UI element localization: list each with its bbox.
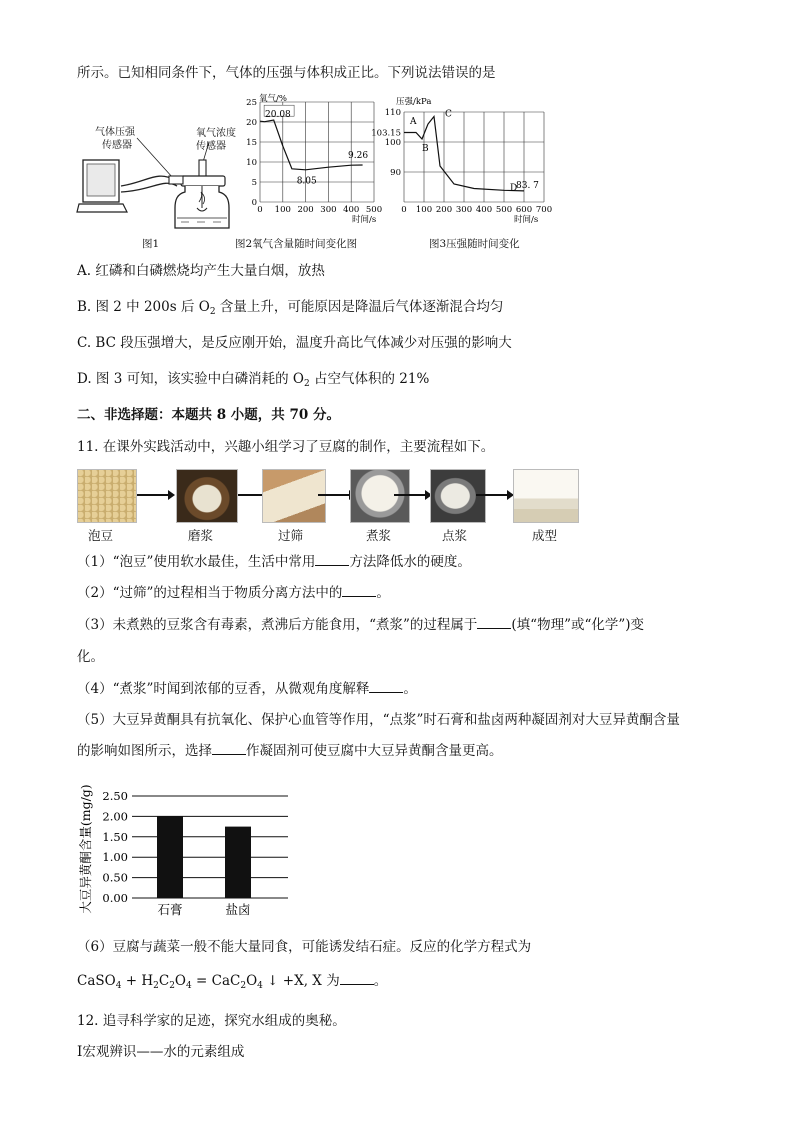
x-tick-label: 500 bbox=[495, 205, 513, 215]
y-tick-label: 90 bbox=[390, 168, 401, 178]
step-label-1: 泡豆 bbox=[88, 528, 114, 543]
y-tick-label: 25 bbox=[246, 98, 257, 108]
answer-blank-2[interactable] bbox=[342, 584, 376, 597]
annotation-end: 9.26 bbox=[348, 151, 369, 161]
x-axis-label: 时间/s bbox=[514, 215, 539, 225]
q11-part3-cont: 化。 bbox=[77, 649, 104, 665]
stopper bbox=[181, 176, 225, 186]
pressure-sensor-label-2: 传感器 bbox=[102, 140, 132, 151]
x-axis-label: 时间/s bbox=[352, 215, 377, 225]
figure-2-caption: 图2氧气含量随时间变化图 bbox=[235, 238, 358, 250]
category-label: 盐卤 bbox=[225, 902, 251, 917]
x-tick-label: 200 bbox=[297, 205, 314, 215]
x-tick-label: 400 bbox=[343, 205, 360, 215]
photo-boil bbox=[350, 469, 410, 523]
point-label-c: C bbox=[445, 109, 452, 120]
x-tick-label: 100 bbox=[274, 205, 291, 215]
y-tick-label: 100 bbox=[384, 138, 401, 148]
arrow-4 bbox=[394, 494, 430, 496]
annotation-max: 20.08 bbox=[265, 110, 291, 121]
step-label-3: 过筛 bbox=[278, 528, 304, 543]
x-tick-label: 600 bbox=[515, 205, 533, 215]
option-d: D. 图 3 可知，该实验中白磷消耗的 $O_2$ 占空气体积的 21% bbox=[77, 371, 430, 389]
bar-1 bbox=[157, 816, 183, 898]
x-tick-label: 0 bbox=[401, 205, 407, 215]
q11-part1: （1）“泡豆”使用软水最佳，生活中常用 方法降低水的硬度。 bbox=[77, 554, 471, 570]
arrow-5 bbox=[476, 494, 512, 496]
arrow-3 bbox=[318, 494, 354, 496]
figure-1-caption: 图1 bbox=[142, 238, 160, 250]
y-tick-label: 0.00 bbox=[102, 891, 128, 905]
x-tick-label: 200 bbox=[435, 205, 453, 215]
x-tick-label: 300 bbox=[320, 205, 337, 215]
q12-stem: 12. 追寻科学家的足迹，探究水组成的奥秘。 bbox=[77, 1013, 346, 1029]
point-label-a: A bbox=[410, 117, 417, 127]
y-tick-label: 20 bbox=[246, 118, 257, 128]
photo-coagulate bbox=[430, 469, 486, 523]
step-label-5: 点浆 bbox=[442, 528, 468, 543]
x-tick-label: 300 bbox=[455, 205, 473, 215]
q11-part6: （6）豆腐与蔬菜一般不能大量同食，可能诱发结石症。反应的化学方程式为 bbox=[77, 939, 532, 955]
x-tick-label: 100 bbox=[415, 205, 433, 215]
y-tick-label: 1.00 bbox=[102, 850, 128, 865]
answer-blank-5[interactable] bbox=[212, 742, 246, 755]
q11-part3: （3）未煮熟的豆浆含有毒素，煮沸后方能食用，“煮浆”的过程属于 (填“物理”或“化学”)变 bbox=[77, 617, 645, 633]
y-axis-label: 大豆异黄酮含量(mg/g) bbox=[78, 784, 93, 914]
figure-3-caption: 图3压强随时间变化 bbox=[429, 238, 520, 250]
oxygen-line bbox=[260, 120, 363, 170]
y-tick-label: 0 bbox=[251, 198, 257, 208]
option-b: B. 图 2 中 200s 后 $O_2$ 含量上升，可能原因是降温后气体逐渐混合均匀 bbox=[77, 299, 504, 317]
x-tick-label: 400 bbox=[475, 205, 493, 215]
y-axis-label: 氧气/% bbox=[259, 94, 287, 104]
pressure-chart bbox=[371, 92, 554, 225]
y-extra-tick-label: 103.15 bbox=[371, 128, 401, 139]
y-tick-label: 5 bbox=[251, 178, 257, 188]
chemical-equation: CaSO$_4$ + $H_2C_2O_4 = CaC_2O_4$ ↓ +X, X 为 。 bbox=[77, 973, 388, 991]
y-tick-label: 2.50 bbox=[102, 789, 128, 803]
photo-form bbox=[513, 469, 579, 523]
answer-blank-4[interactable] bbox=[369, 680, 403, 693]
pressure-sensor-label-1: 气体压强 bbox=[95, 127, 135, 138]
x-tick-label: 500 bbox=[365, 205, 383, 215]
annotation-end: 83. 7 bbox=[516, 181, 539, 192]
q11-part5-line2: 的影响如图所示，选择 作凝固剂可使豆腐中大豆异黄酮含量更高。 bbox=[77, 743, 503, 759]
option-c: C. BC 段压强增大，是反应刚开始，温度升高比气体减少对压强的影响大 bbox=[77, 335, 512, 351]
y-tick-label: 0.50 bbox=[102, 870, 128, 885]
y-tick-label: 110 bbox=[384, 108, 401, 118]
y-tick-label: 10 bbox=[246, 158, 257, 168]
y-tick-label: 15 bbox=[246, 138, 257, 148]
section-title: 二、非选择题：本题共 8 小题，共 70 分。 bbox=[77, 407, 340, 423]
annotation-min: 8.05 bbox=[296, 176, 317, 187]
q11-part4: （4）“煮浆”时闻到浓郁的豆香，从微观角度解释 。 bbox=[77, 681, 417, 697]
category-label: 石膏 bbox=[157, 902, 183, 917]
answer-blank-3[interactable] bbox=[477, 616, 511, 629]
oxygen-sensor-label-1: 氧气浓度 bbox=[196, 128, 236, 139]
q12-sub1: Ⅰ宏观辨识——水的元素组成 bbox=[77, 1044, 245, 1060]
oxygen-chart bbox=[244, 92, 384, 225]
q11-part5-line1: （5）大豆异黄酮具有抗氧化、保护心血管等作用，“点浆”时石膏和盐卤两种凝固剂对大豆异黄酮含量 bbox=[77, 712, 680, 728]
point-label-b: B bbox=[422, 144, 429, 154]
photo-soak-beans bbox=[77, 469, 137, 523]
isoflavone-bar-chart bbox=[70, 772, 310, 922]
x-tick-label: 0 bbox=[257, 205, 263, 215]
bar-2 bbox=[225, 827, 251, 898]
step-label-2: 磨浆 bbox=[188, 528, 214, 543]
y-tick-label: 2.00 bbox=[102, 809, 128, 824]
photo-filter bbox=[262, 469, 326, 523]
answer-blank-6[interactable] bbox=[340, 972, 374, 985]
y-tick-label: 1.50 bbox=[102, 829, 128, 844]
question-stem-continuation: 所示。已知相同条件下，气体的压强与体积成正比。下列说法错误的是 bbox=[77, 65, 496, 81]
oxygen-sensor-label-2: 传感器 bbox=[196, 141, 226, 152]
point-label-d: D bbox=[510, 183, 518, 194]
computer-keyboard bbox=[77, 204, 127, 212]
step-label-4: 煮浆 bbox=[366, 528, 392, 543]
answer-blank-1[interactable] bbox=[315, 553, 349, 566]
photo-grind bbox=[176, 469, 238, 523]
q11-part2: （2）“过筛”的过程相当于物质分离方法中的 。 bbox=[77, 585, 390, 601]
x-tick-label: 700 bbox=[535, 205, 553, 215]
arrow-1 bbox=[137, 494, 173, 496]
q11-stem: 11. 在课外实践活动中，兴趣小组学习了豆腐的制作，主要流程如下。 bbox=[77, 439, 495, 455]
step-label-6: 成型 bbox=[532, 528, 558, 543]
y-axis-label: 压强/kPa bbox=[396, 97, 432, 107]
option-a: A. 红磷和白磷燃烧均产生大量白烟，放热 bbox=[77, 263, 325, 279]
